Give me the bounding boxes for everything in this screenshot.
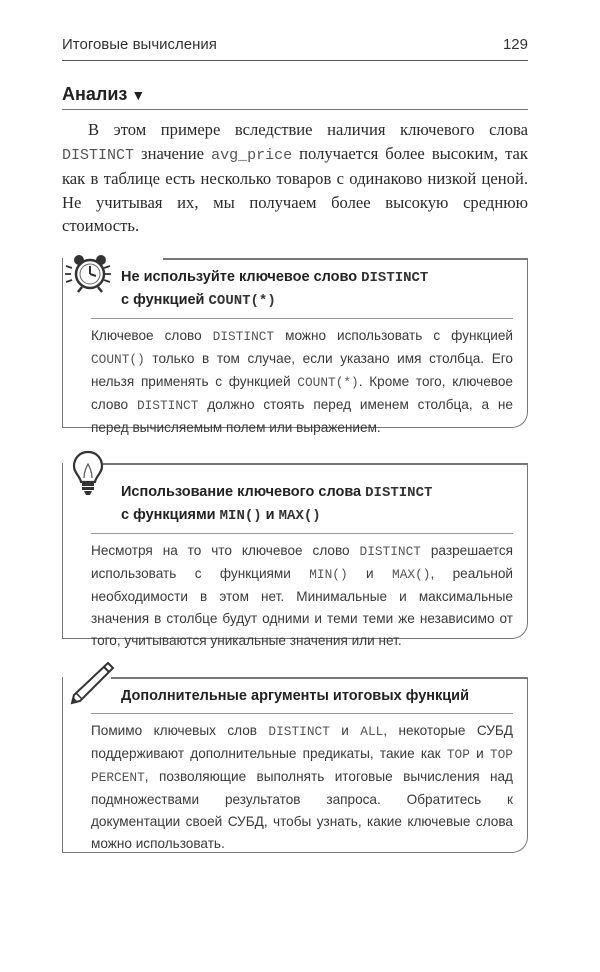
section-divider	[62, 109, 528, 110]
header-divider	[62, 60, 528, 61]
code-keyword: COUNT(*)	[208, 293, 276, 309]
triangle-down-icon: ▼	[131, 87, 146, 103]
body-text: должно стоять перед именем столбца, а не перед вычисляемым полем или выражением.	[91, 397, 513, 435]
body-text: Ключевое слово	[91, 328, 213, 343]
body-text: , реальной необходимости в этом нет. Минимальные и максимальные значения в столбце будут одними и теми теми же независимо от того, учитываются уникальные значения или нет.	[91, 566, 513, 648]
code-keyword: MIN()	[219, 508, 262, 524]
code-keyword: COUNT(*)	[297, 375, 359, 390]
tip-title	[91, 481, 513, 527]
body-text: Несмотря на то что ключевое слово	[91, 543, 360, 558]
code-field: avg_price	[211, 146, 293, 164]
code-keyword: DISTINCT	[361, 270, 429, 286]
title-text: с функциями	[121, 507, 220, 523]
warning-body	[91, 325, 513, 439]
body-text: и	[469, 746, 490, 761]
code-keyword: COUNT()	[91, 352, 145, 367]
body-text: , некоторые СУБД поддерживают дополнительные предикаты, такие как	[91, 723, 513, 761]
note-body	[91, 720, 513, 855]
section-title-text: Анализ	[62, 84, 128, 104]
code-keyword: TOP	[446, 747, 470, 762]
note-divider	[91, 713, 513, 714]
code-keyword: DISTINCT	[136, 398, 199, 413]
code-keyword: TOP PERCENT	[91, 747, 513, 785]
tip-box	[62, 463, 528, 648]
page-number: 129	[502, 36, 528, 53]
body-text: разрешается использовать с функциями	[91, 543, 513, 581]
analysis-paragraph	[62, 118, 528, 238]
body-text: Помимо ключевых слов	[91, 723, 269, 738]
code-keyword: DISTINCT	[268, 724, 330, 739]
analysis-text: получается более высоким, так как в таблице есть несколько товаров с одинаково низкой ценой. Не учитывая их, мы получаем более высокую среднюю стоимость.	[62, 143, 528, 235]
note-title: Дополнительные аргументы итоговых функций	[121, 688, 470, 704]
code-keyword: DISTINCT	[365, 485, 433, 501]
code-keyword: MIN()	[309, 567, 348, 582]
body-text: и	[347, 566, 393, 581]
code-keyword: MAX()	[278, 508, 321, 524]
code-keyword: DISTINCT	[62, 146, 135, 164]
chapter-title: Итоговые вычисления	[62, 36, 217, 53]
analysis-text: В этом примере вследствие наличия ключевого слова	[88, 120, 528, 139]
tip-divider	[91, 533, 513, 534]
running-header	[62, 36, 528, 53]
title-text: Использование ключевого слова	[121, 484, 366, 500]
body-text: можно использовать с функцией	[274, 328, 513, 343]
body-text: , позволяющие выполнять итоговые вычисления над подмножествами результатов запроса. Обратитесь к документации своей СУБД, чтобы узнать, какие ключевые слова можно использовать.	[91, 769, 513, 851]
note-box	[62, 677, 528, 853]
code-keyword: MAX()	[392, 567, 431, 582]
section-heading	[62, 84, 145, 105]
tip-body	[91, 540, 513, 652]
body-text: и	[329, 723, 361, 738]
code-keyword: DISTINCT	[359, 544, 421, 559]
code-keyword: DISTINCT	[212, 329, 275, 344]
body-text: только в том случае, если указано имя столбца. Его нельзя применять с функцией	[91, 351, 513, 389]
code-keyword: ALL	[360, 724, 384, 739]
warning-title	[91, 266, 513, 312]
analysis-text: значение	[134, 143, 212, 163]
title-text: с функцией	[121, 292, 209, 308]
title-text: и	[261, 507, 279, 523]
body-text: . Кроме того, ключевое слово	[91, 374, 513, 412]
title-text: Не используйте ключевое слово	[121, 269, 362, 285]
warning-box	[62, 258, 528, 435]
warning-divider	[91, 318, 513, 319]
